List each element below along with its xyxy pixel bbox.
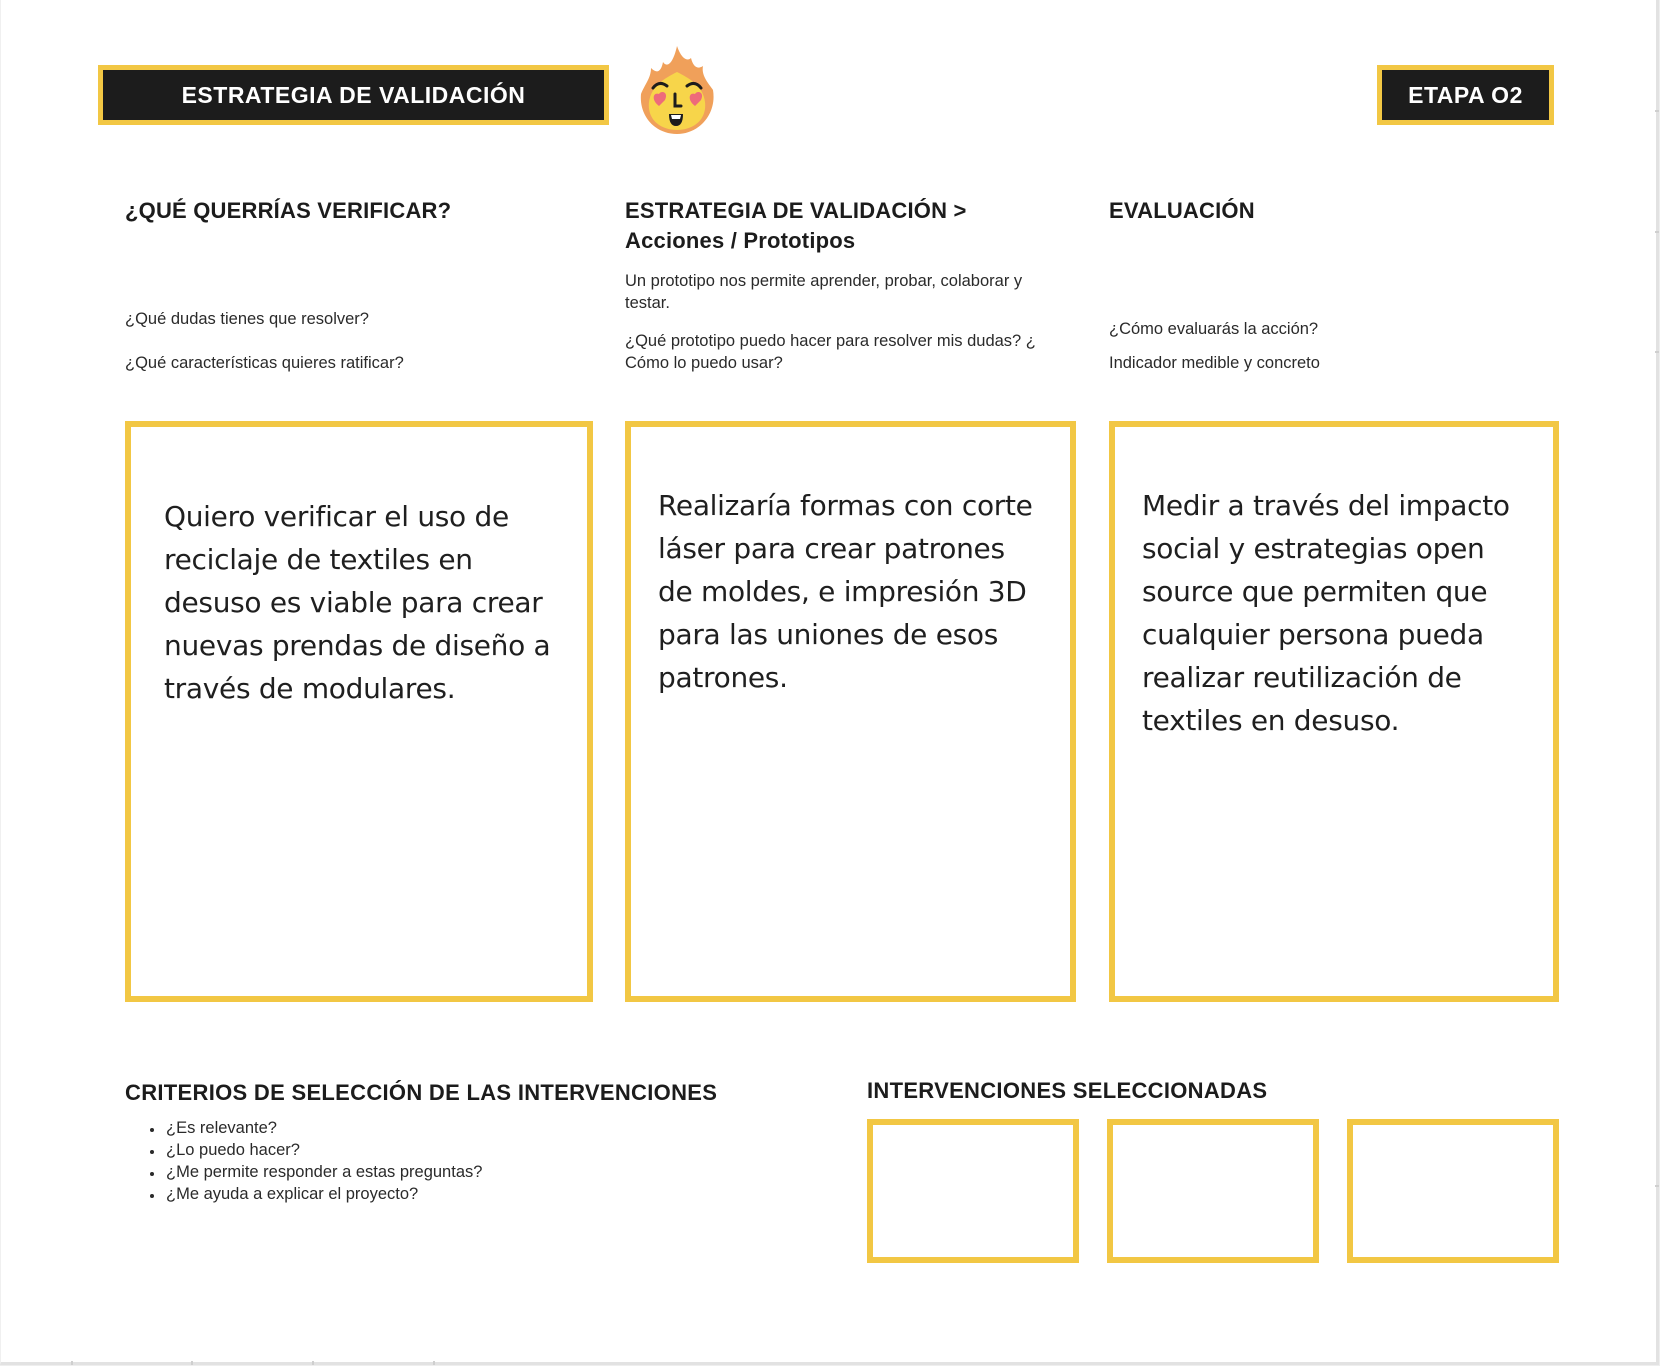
answer-text[interactable]: Medir a través del impacto social y estrategias open source que permiten que cualquier persona pueda realizar reutilización de textiles en desuso.: [1142, 489, 1510, 737]
answer-box-verify[interactable]: [125, 421, 593, 1002]
answer-box-strategy[interactable]: [625, 421, 1076, 1002]
selected-intervention-box-1[interactable]: [867, 1119, 1079, 1263]
answer-box-evaluation[interactable]: [1109, 421, 1559, 1002]
column-hint: ¿Qué dudas tienes que resolver?: [125, 310, 369, 328]
answer-text[interactable]: Realizaría formas con corte láser para crear patrones de moldes, e impresión 3D para las uniones de esos patrones.: [658, 489, 1033, 694]
column-heading-evaluation: EVALUACIÓN: [1109, 198, 1255, 223]
frame-tick: [71, 1361, 73, 1365]
column-hint: Un prototipo nos permite aprender, probar, colaborar y testar.: [625, 272, 1023, 312]
frame-tick: [1655, 351, 1659, 353]
frame-tick: [312, 1361, 314, 1365]
criteria-item: • ¿Es relevante?: [164, 1117, 482, 1139]
stage-badge: [1377, 65, 1554, 125]
frame-tick: [1655, 231, 1659, 233]
answer-text[interactable]: Quiero verificar el uso de reciclaje de textiles en desuso es viable para crear nuevas prendas de diseño a través de modulares.: [164, 500, 551, 705]
page-title: ESTRATEGIA DE VALIDACIÓN: [181, 81, 526, 108]
column-heading-verify: ¿QUÉ QUERRÍAS VERIFICAR?: [125, 198, 452, 223]
frame-tick: [1655, 1185, 1659, 1187]
frame-tick: [191, 1361, 193, 1365]
selected-intervention-box-3[interactable]: [1347, 1119, 1559, 1263]
criteria-heading: CRITERIOS DE SELECCIÓN DE LAS INTERVENCIONES: [125, 1080, 718, 1105]
criteria-item: • ¿Me ayuda a explicar el proyecto?: [164, 1183, 482, 1205]
column-hint: ¿Qué prototipo puedo hacer para resolver mis dudas? ¿ Cómo lo puedo usar?: [625, 332, 1036, 372]
page-title-bar: [98, 65, 609, 125]
frame-tick: [1655, 110, 1659, 112]
selected-interventions-heading: INTERVENCIONES SELECCIONADAS: [867, 1078, 1268, 1103]
flame-heart-eyes-mascot-icon: [637, 44, 717, 136]
selected-intervention-box-2[interactable]: [1107, 1119, 1319, 1263]
stage-label: ETAPA O2: [1408, 81, 1523, 108]
criteria-item: • ¿Lo puedo hacer?: [164, 1139, 482, 1161]
column-hint: Indicador medible y concreto: [1109, 354, 1320, 372]
criteria-item: • ¿Me permite responder a estas preguntas?: [164, 1161, 482, 1183]
criteria-list: [146, 1117, 482, 1205]
column-hint: ¿Qué características quieres ratificar?: [125, 354, 404, 372]
column-heading-strategy: ESTRATEGIA DE VALIDACIÓN > Acciones / Prototipos: [625, 198, 967, 253]
column-hint: ¿Cómo evaluarás la acción?: [1109, 320, 1319, 338]
frame-tick: [433, 1361, 435, 1365]
